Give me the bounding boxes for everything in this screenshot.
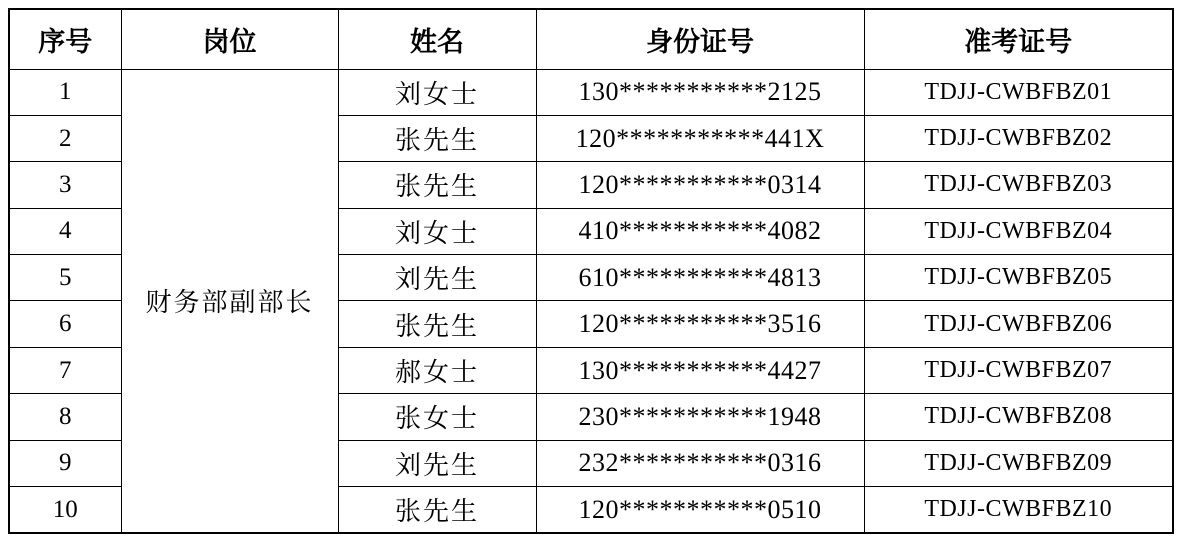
serial-cell: 4 — [9, 208, 121, 254]
ticket-number-cell: TDJJ-CWBFBZ07 — [864, 347, 1173, 393]
id-number-cell: 120***********0314 — [536, 162, 864, 208]
ticket-number-cell: TDJJ-CWBFBZ01 — [864, 69, 1173, 115]
serial-cell: 2 — [9, 115, 121, 161]
id-number-cell: 130***********2125 — [536, 69, 864, 115]
ticket-number-cell: TDJJ-CWBFBZ08 — [864, 394, 1173, 440]
table-header-row — [9, 9, 1173, 69]
name-cell: 刘先生 — [338, 255, 536, 301]
ticket-number-cell: TDJJ-CWBFBZ06 — [864, 301, 1173, 347]
id-number-cell: 130***********4427 — [536, 347, 864, 393]
id-number-cell: 410***********4082 — [536, 208, 864, 254]
name-cell: 刘先生 — [338, 440, 536, 486]
header-serial-number: 序号 — [9, 9, 121, 69]
name-cell: 张先生 — [338, 487, 536, 533]
name-cell: 郝女士 — [338, 347, 536, 393]
name-cell: 张先生 — [338, 115, 536, 161]
ticket-number-cell: TDJJ-CWBFBZ09 — [864, 440, 1173, 486]
id-number-cell: 230***********1948 — [536, 394, 864, 440]
name-cell: 张先生 — [338, 162, 536, 208]
serial-cell: 3 — [9, 162, 121, 208]
serial-cell: 10 — [9, 487, 121, 533]
candidates-table — [8, 8, 1174, 534]
id-number-cell: 120***********3516 — [536, 301, 864, 347]
position-cell: 财务部副部长 — [121, 69, 338, 533]
name-cell: 刘女士 — [338, 69, 536, 115]
serial-cell: 9 — [9, 440, 121, 486]
ticket-number-cell: TDJJ-CWBFBZ03 — [864, 162, 1173, 208]
name-cell: 张先生 — [338, 301, 536, 347]
name-cell: 张女士 — [338, 394, 536, 440]
header-id-number: 身份证号 — [536, 9, 864, 69]
serial-cell: 8 — [9, 394, 121, 440]
ticket-number-cell: TDJJ-CWBFBZ10 — [864, 487, 1173, 533]
id-number-cell: 120***********0510 — [536, 487, 864, 533]
id-number-cell: 610***********4813 — [536, 255, 864, 301]
serial-cell: 7 — [9, 347, 121, 393]
ticket-number-cell: TDJJ-CWBFBZ05 — [864, 255, 1173, 301]
header-position: 岗位 — [121, 9, 338, 69]
ticket-number-cell: TDJJ-CWBFBZ02 — [864, 115, 1173, 161]
serial-cell: 1 — [9, 69, 121, 115]
name-cell: 刘女士 — [338, 208, 536, 254]
header-name: 姓名 — [338, 9, 536, 69]
serial-cell: 5 — [9, 255, 121, 301]
table-row — [9, 69, 1173, 115]
header-ticket-number: 准考证号 — [864, 9, 1173, 69]
id-number-cell: 120***********441X — [536, 115, 864, 161]
ticket-number-cell: TDJJ-CWBFBZ04 — [864, 208, 1173, 254]
serial-cell: 6 — [9, 301, 121, 347]
id-number-cell: 232***********0316 — [536, 440, 864, 486]
